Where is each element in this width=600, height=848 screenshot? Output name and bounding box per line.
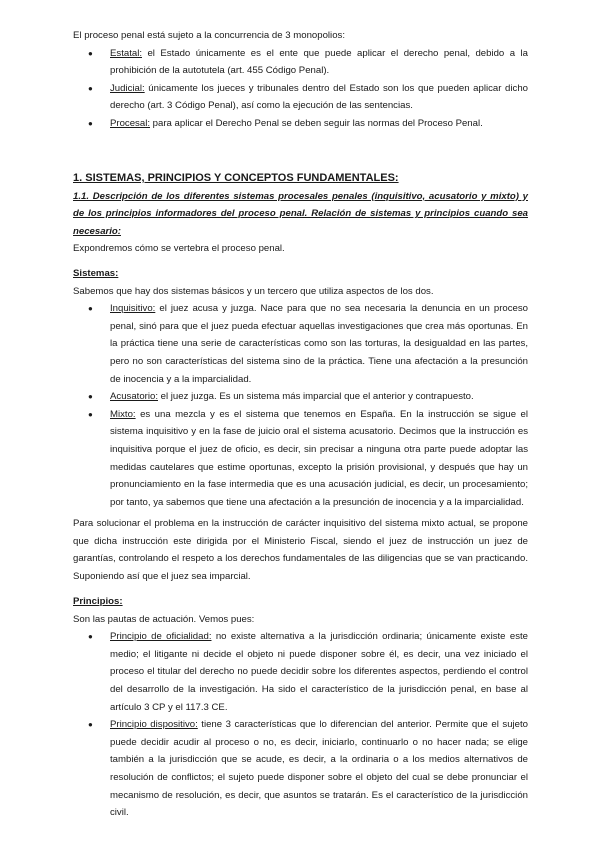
term: Inquisitivo: bbox=[110, 303, 156, 315]
term: Principio dispositivo: bbox=[110, 719, 198, 731]
item-text: el Estado únicamente es el ente que puede aplicar el derecho penal, debido a la prohibición de la autotutela (art. 455 Código Penal). bbox=[110, 47, 528, 77]
term: Procesal: bbox=[110, 117, 150, 129]
principios-section bbox=[73, 593, 528, 822]
monopolios-list bbox=[73, 45, 528, 133]
section-1 bbox=[73, 170, 528, 258]
term: Judicial: bbox=[110, 82, 145, 94]
item-text: es una mezcla y es el sistema que tenemos en España. En la instrucción se sigue el sistema inquisitivo y en la fase de juicio oral el sistema acusatorio. Decimos que la instrucción es inquisitiva porque el juez de oficio, es decir, sin precisar a ninguna otra parte puede adoptar las medidas cautelares que estime oportunas, excepto la prisión provisional, y después que hay un pronunciamiento en la fase intermedia que es una acusación judicial, es decir, un procesamiento; por tanto, ya sabemos que tiene una afectación a la presunción de inocencia y a la imparcialidad. bbox=[110, 408, 528, 508]
list-item bbox=[73, 406, 528, 512]
term: Estatal: bbox=[110, 47, 142, 59]
principios-intro: Son las pautas de actuación. Vemos pues: bbox=[73, 613, 255, 625]
sistemas-list bbox=[73, 300, 528, 511]
list-item bbox=[73, 80, 528, 115]
term: Acusatorio: bbox=[110, 391, 158, 403]
monopolios-section bbox=[73, 27, 528, 133]
item-text: el juez juzga. Es un sistema más imparcial que el anterior y contrapuesto. bbox=[158, 391, 474, 403]
sistemas-closing: Para solucionar el problema en la instrucción de carácter inquisitivo del sistema mixto actual, se propone que dicha instrucción este dirigida por el Ministerio Fiscal, siendo el juez de instrucción un juez de garantías, controlando el respeto a los derechos fundamentales de las diligencias que se van practicando. Suponiendo así que el juez sea imparcial. bbox=[73, 518, 528, 582]
monopolios-intro: El proceso penal está sujeto a la concurrencia de 3 monopolios: bbox=[73, 30, 345, 41]
section-subtitle: 1.1. Descripción de los diferentes sistemas procesales penales (inquisitivo, acusatorio y mixto) y de los principios informadores del proceso penal. Relación de sistemas y principios cuando sea necesario: bbox=[73, 190, 528, 237]
list-item bbox=[73, 716, 528, 822]
list-item bbox=[73, 388, 528, 406]
principios-heading: Principios: bbox=[73, 596, 123, 607]
section-title: 1. SISTEMAS, PRINCIPIOS Y CONCEPTOS FUNDAMENTALES: bbox=[73, 172, 399, 184]
list-item bbox=[73, 45, 528, 80]
item-text: no existe alternativa a la jurisdicción ordinaria; únicamente existe este medio; el litigante ni decide el objeto ni puede disponer sobre él, es decir, una vez iniciado el proceso el titular del derecho no puede decidir sobre los diferentes aspectos, perdiendo el control del desarrollo de la investigación. Ha sido el característico de la jurisdicción penal, en base al artículo 3 CP y el 117.3 CE. bbox=[110, 631, 528, 713]
term: Principio de oficialidad: bbox=[110, 631, 212, 643]
item-text: tiene 3 características que lo diferencian del anterior. Permite que el sujeto puede decidir acudir al proceso o no, es decir, iniciarlo, continuarlo o no hacer nada; se elige también a la jurisdicción que se acude, es decir, a la ordinaria o a los medios alternativos de resolución de conflictos; el sujeto puede disponer sobre el objeto del cual se debe pronunciar el mecanismo de resolución, es decir, que asuntos se tratarán. Es el característico de la jurisdicción civil. bbox=[110, 719, 528, 819]
sistemas-heading: Sistemas: bbox=[73, 268, 119, 279]
sistemas-section bbox=[73, 265, 528, 511]
item-text: únicamente los jueces y tribunales dentro del Estado son los que pueden aplicar dicho derecho (art. 3 Código Penal), así como la ejecución de las sentencias. bbox=[110, 82, 528, 112]
item-text: para aplicar el Derecho Penal se deben seguir las normas del Proceso Penal. bbox=[150, 117, 483, 129]
sistemas-intro: Sabemos que hay dos sistemas básicos y un tercero que utiliza aspectos de los dos. bbox=[73, 285, 434, 297]
list-item bbox=[73, 115, 528, 133]
list-item bbox=[73, 300, 528, 388]
sistemas-closing-block bbox=[73, 515, 528, 585]
term: Mixto: bbox=[110, 408, 136, 420]
section-intro: Expondremos cómo se vertebra el proceso penal. bbox=[73, 243, 285, 255]
list-item bbox=[73, 628, 528, 716]
item-text: el juez acusa y juzga. Nace para que no sea necesaria la denuncia en un proceso penal, sinó para que el juez pueda efectuar aquellas investigaciones que crea más oportunas. En la práctica tiene una serie de características como son las torturas, la desigualdad en las partes, pero no son características del sistema sino de la práctica. Tiene una afectación a la presunción de inocencia y a la imparcialidad. bbox=[110, 303, 528, 385]
principios-list bbox=[73, 628, 528, 822]
